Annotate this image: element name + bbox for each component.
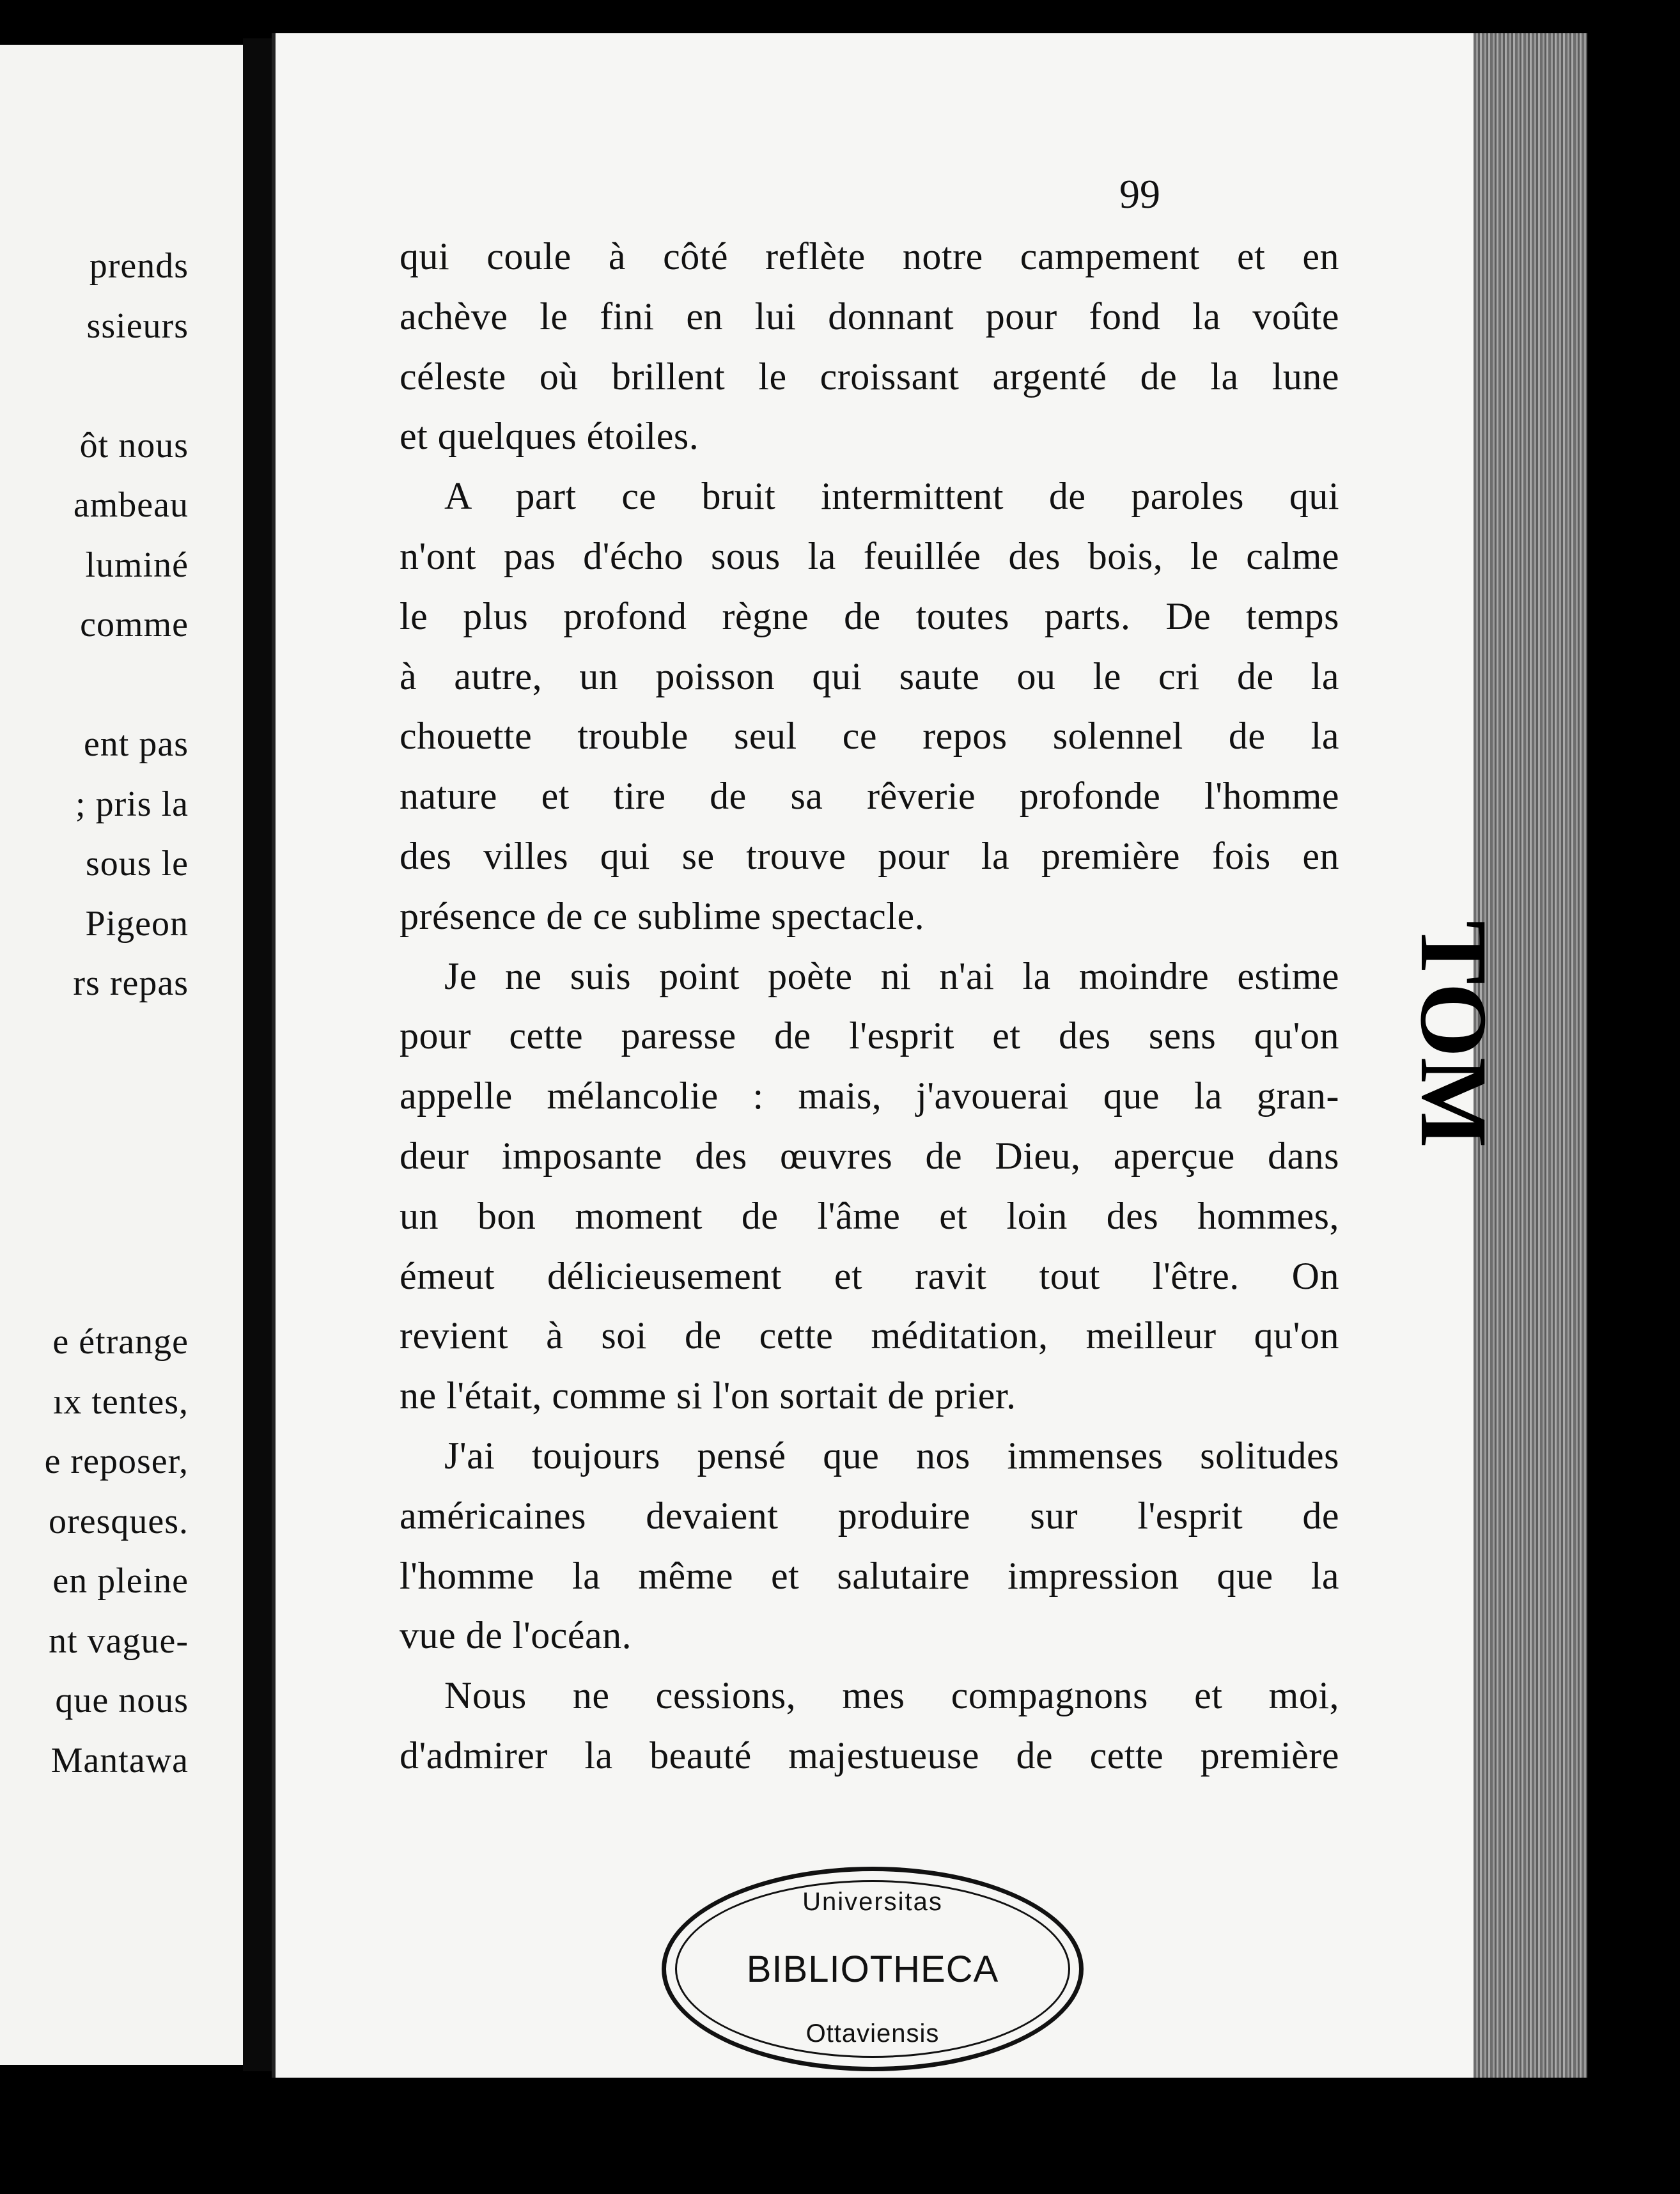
text-line: Nous ne cessions, mes compagnons et moi, [444,1674,1339,1717]
library-stamp [662,1867,1084,2071]
stamp-bottom-text: Ottaviensis [805,2019,940,2048]
text-line: pour cette paresse de l'esprit et des sens qu'on [400,1015,1339,1057]
left-line: ıx tentes, [52,1381,189,1422]
left-line [45,1193,189,1253]
stamp-middle-text: BIBLIOTHECA [746,1949,999,1990]
text-line: achève le fini en lui donnant pour fond la voûte [400,295,1339,338]
left-line: en pleine [52,1561,189,1601]
text-line: deur imposante des œuvres de Dieu, aperçue dans [400,1134,1339,1177]
left-line: sous le [86,844,189,883]
scan-border-bottom [0,2078,1680,2194]
left-line: comme [80,605,189,644]
left-page-text [45,237,189,1791]
left-line [45,1073,189,1133]
left-line: ent pas [83,724,189,764]
text-line: nature et tire de sa rêverie profonde l'homme [400,775,1339,818]
body-text [400,227,1339,1786]
book-gutter [243,38,275,2071]
left-line: e reposer, [44,1442,189,1481]
text-line: présence de ce sublime spectacle. [400,894,925,937]
text-line: A part ce bruit intermittent de paroles qui [444,475,1339,518]
scan-border-right [1587,0,1680,2194]
left-line: prends [89,246,189,286]
text-line: appelle mélancolie : mais, j'avouerai que la gran- [400,1075,1339,1117]
page-number: 99 [1119,171,1160,217]
left-line: ôt nous [79,425,189,465]
left-line: oresques. [49,1501,189,1541]
text-line: vue de l'océan. [400,1614,632,1657]
text-line: un bon moment de l'âme et loin des hommes, [400,1194,1339,1237]
text-line: céleste où brillent le croissant argenté de la lune [400,355,1339,398]
text-line: Je ne suis point poète ni n'ai la moindre estime [444,954,1339,997]
stamp-top-text: Universitas [802,1888,943,1916]
left-line: Pigeon [85,903,189,944]
left-line [45,655,189,715]
left-line: Mantawa [51,1740,189,1780]
text-line: J'ai toujours pensé que nos immenses solitudes [444,1434,1339,1477]
text-line: revient à soi de cette méditation, meilleur qu'on [400,1314,1339,1357]
text-line: et quelques étoiles. [400,415,699,458]
text-line: ne l'était, comme si l'on sortait de prier. [400,1374,1016,1417]
left-line [45,1014,189,1074]
edge-mark: TOM [1401,921,1507,1148]
text-line: américaines devaient produire sur l'esprit de [400,1494,1339,1537]
left-line: ; pris la [75,784,189,824]
left-line [45,356,189,416]
left-line: e étrange [52,1322,189,1362]
text-line: à autre, un poisson qui saute ou le cri de la [400,655,1339,697]
left-line: luminé [85,545,189,585]
text-line: qui coule à côté reflète notre campement et en [400,235,1339,277]
text-line: d'admirer la beauté majestueuse de cette première [400,1734,1339,1777]
text-line: n'ont pas d'écho sous la feuillée des bois, le calme [400,534,1339,577]
left-page [0,45,253,2065]
text-line: émeut délicieusement et ravit tout l'être. On [400,1254,1339,1297]
left-line: nt vague- [49,1621,189,1661]
left-line [45,1253,189,1313]
left-line [45,1133,189,1194]
text-line: l'homme la même et salutaire impression que la [400,1554,1339,1597]
text-line: le plus profond règne de toutes parts. De temps [400,595,1339,637]
left-line: que nous [55,1681,189,1720]
left-line: rs repas [73,963,189,1003]
text-line: des villes qui se trouve pour la première fois en [400,834,1339,877]
text-line: chouette trouble seul ce repos solennel de la [400,715,1339,758]
left-line: ssieurs [86,306,189,346]
left-line: ambeau [73,485,189,525]
